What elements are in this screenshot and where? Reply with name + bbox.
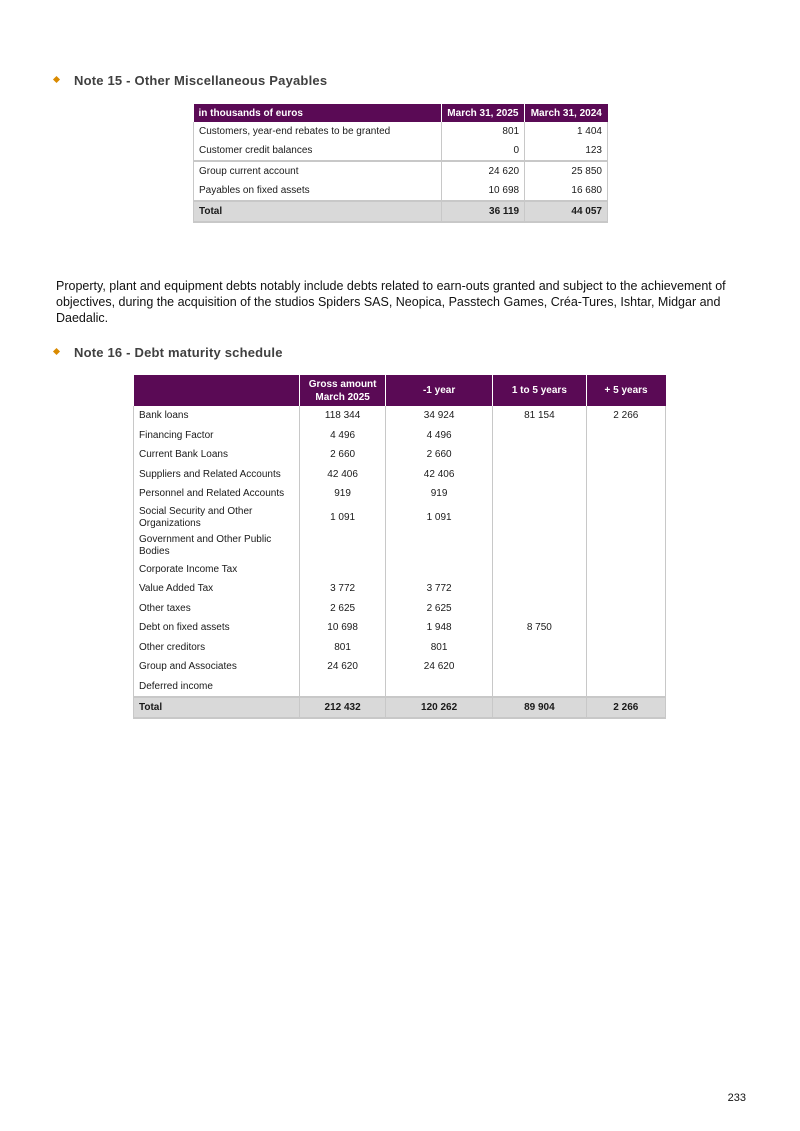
row-label: Other taxes bbox=[134, 599, 300, 619]
table-row bbox=[134, 504, 666, 532]
table-row bbox=[134, 579, 666, 599]
cell-value bbox=[586, 579, 665, 599]
cell-value bbox=[493, 638, 587, 658]
table-row bbox=[134, 426, 666, 446]
cell-value bbox=[586, 445, 665, 465]
note-15-title: Note 15 - Other Miscellaneous Payables bbox=[74, 73, 328, 88]
row-label: Current Bank Loans bbox=[134, 445, 300, 465]
cell-value: 25 850 bbox=[525, 161, 608, 181]
table-row bbox=[134, 445, 666, 465]
cell-value: 3 772 bbox=[300, 579, 386, 599]
cell-value: 10 698 bbox=[300, 618, 386, 638]
table-row bbox=[134, 560, 666, 580]
row-label: Value Added Tax bbox=[134, 579, 300, 599]
cell-value: 3 772 bbox=[386, 579, 493, 599]
row-label: Other creditors bbox=[134, 638, 300, 658]
cell-value bbox=[386, 677, 493, 698]
row-label: Group and Associates bbox=[134, 657, 300, 677]
cell-value: 1 948 bbox=[386, 618, 493, 638]
table-row bbox=[134, 465, 666, 485]
total-value: 212 432 bbox=[300, 697, 386, 718]
table-row bbox=[134, 406, 666, 426]
cell-value: 1 404 bbox=[525, 122, 608, 141]
row-label: Customers, year-end rebates to be granted bbox=[194, 122, 442, 141]
total-value: 36 119 bbox=[441, 201, 524, 222]
earn-out-paragraph: Property, plant and equipment debts notably include debts related to earn-outs granted and subject to the achievement of objectives, during the acquisition of the studios Spiders SAS, Neopica, Passtech Games, Créa-Tures, Ishtar, Midgar and Daedalic. bbox=[56, 278, 726, 325]
cell-value bbox=[300, 560, 386, 580]
row-label: Social Security and Other Organizations bbox=[134, 504, 300, 532]
cell-value bbox=[493, 484, 587, 504]
cell-value bbox=[493, 677, 587, 698]
row-label: Group current account bbox=[194, 161, 442, 181]
row-label: Deferred income bbox=[134, 677, 300, 698]
cell-value bbox=[586, 638, 665, 658]
cell-value: 81 154 bbox=[493, 406, 587, 426]
cell-value bbox=[493, 560, 587, 580]
cell-value: 2 660 bbox=[386, 445, 493, 465]
row-label: Personnel and Related Accounts bbox=[134, 484, 300, 504]
table-header-row bbox=[134, 375, 666, 406]
total-row bbox=[134, 697, 666, 718]
cell-value: 8 750 bbox=[493, 618, 587, 638]
cell-value bbox=[586, 677, 665, 698]
column-header: -1 year bbox=[386, 375, 493, 406]
table-row bbox=[134, 657, 666, 677]
cell-value bbox=[586, 504, 665, 532]
cell-value bbox=[493, 465, 587, 485]
column-header bbox=[134, 375, 300, 406]
row-label: Corporate Income Tax bbox=[134, 560, 300, 580]
cell-value bbox=[300, 532, 386, 560]
total-value: 120 262 bbox=[386, 697, 493, 718]
cell-value bbox=[586, 618, 665, 638]
cell-value: 801 bbox=[300, 638, 386, 658]
row-label: Financing Factor bbox=[134, 426, 300, 446]
cell-value: 2 625 bbox=[386, 599, 493, 619]
cell-value bbox=[493, 504, 587, 532]
cell-value bbox=[493, 426, 587, 446]
column-header: March 31, 2024 bbox=[525, 104, 608, 122]
table-row bbox=[194, 161, 608, 181]
total-row bbox=[194, 201, 608, 222]
note-15-heading bbox=[54, 73, 327, 88]
column-header: + 5 years bbox=[586, 375, 665, 406]
column-header: in thousands of euros bbox=[194, 104, 442, 122]
cell-value bbox=[586, 560, 665, 580]
column-header: March 31, 2025 bbox=[441, 104, 524, 122]
cell-value bbox=[493, 579, 587, 599]
cell-value: 801 bbox=[441, 122, 524, 141]
table-row bbox=[134, 532, 666, 560]
table-row bbox=[134, 638, 666, 658]
debt-maturity-table bbox=[133, 375, 666, 719]
row-label: Customer credit balances bbox=[194, 141, 442, 161]
note-16-heading bbox=[54, 345, 283, 360]
cell-value: 42 406 bbox=[300, 465, 386, 485]
diamond-bullet-icon bbox=[53, 348, 60, 355]
cell-value: 1 091 bbox=[386, 504, 493, 532]
total-value: 2 266 bbox=[586, 697, 665, 718]
total-label: Total bbox=[194, 201, 442, 222]
total-value: 44 057 bbox=[525, 201, 608, 222]
page-number: 233 bbox=[727, 1092, 746, 1104]
cell-value: 2 660 bbox=[300, 445, 386, 465]
cell-value bbox=[493, 657, 587, 677]
cell-value bbox=[586, 599, 665, 619]
table-row bbox=[134, 599, 666, 619]
cell-value: 919 bbox=[386, 484, 493, 504]
cell-value bbox=[493, 445, 587, 465]
other-payables-table bbox=[193, 104, 608, 223]
table-row bbox=[134, 677, 666, 698]
cell-value: 4 496 bbox=[300, 426, 386, 446]
cell-value: 24 620 bbox=[300, 657, 386, 677]
row-label: Bank loans bbox=[134, 406, 300, 426]
row-label: Government and Other Public Bodies bbox=[134, 532, 300, 560]
table-row bbox=[194, 181, 608, 201]
column-header: 1 to 5 years bbox=[493, 375, 587, 406]
cell-value: 118 344 bbox=[300, 406, 386, 426]
cell-value bbox=[493, 599, 587, 619]
cell-value: 801 bbox=[386, 638, 493, 658]
cell-value bbox=[586, 532, 665, 560]
column-header: Gross amount March 2025 bbox=[300, 375, 386, 406]
table-row bbox=[194, 141, 608, 161]
table-row bbox=[134, 484, 666, 504]
cell-value bbox=[300, 677, 386, 698]
cell-value: 919 bbox=[300, 484, 386, 504]
row-label: Payables on fixed assets bbox=[194, 181, 442, 201]
cell-value: 1 091 bbox=[300, 504, 386, 532]
table-header-row bbox=[194, 104, 608, 122]
cell-value bbox=[586, 465, 665, 485]
cell-value: 16 680 bbox=[525, 181, 608, 201]
cell-value: 34 924 bbox=[386, 406, 493, 426]
cell-value bbox=[586, 484, 665, 504]
cell-value: 4 496 bbox=[386, 426, 493, 446]
row-label: Suppliers and Related Accounts bbox=[134, 465, 300, 485]
total-value: 89 904 bbox=[493, 697, 587, 718]
cell-value: 42 406 bbox=[386, 465, 493, 485]
total-label: Total bbox=[134, 697, 300, 718]
cell-value: 2 266 bbox=[586, 406, 665, 426]
cell-value: 2 625 bbox=[300, 599, 386, 619]
diamond-bullet-icon bbox=[53, 76, 60, 83]
table-row bbox=[134, 618, 666, 638]
cell-value: 0 bbox=[441, 141, 524, 161]
cell-value bbox=[586, 657, 665, 677]
cell-value bbox=[386, 560, 493, 580]
cell-value bbox=[493, 532, 587, 560]
note-16-title: Note 16 - Debt maturity schedule bbox=[74, 345, 283, 360]
table-row bbox=[194, 122, 608, 141]
cell-value bbox=[586, 426, 665, 446]
cell-value bbox=[386, 532, 493, 560]
cell-value: 123 bbox=[525, 141, 608, 161]
cell-value: 10 698 bbox=[441, 181, 524, 201]
cell-value: 24 620 bbox=[386, 657, 493, 677]
cell-value: 24 620 bbox=[441, 161, 524, 181]
row-label: Debt on fixed assets bbox=[134, 618, 300, 638]
